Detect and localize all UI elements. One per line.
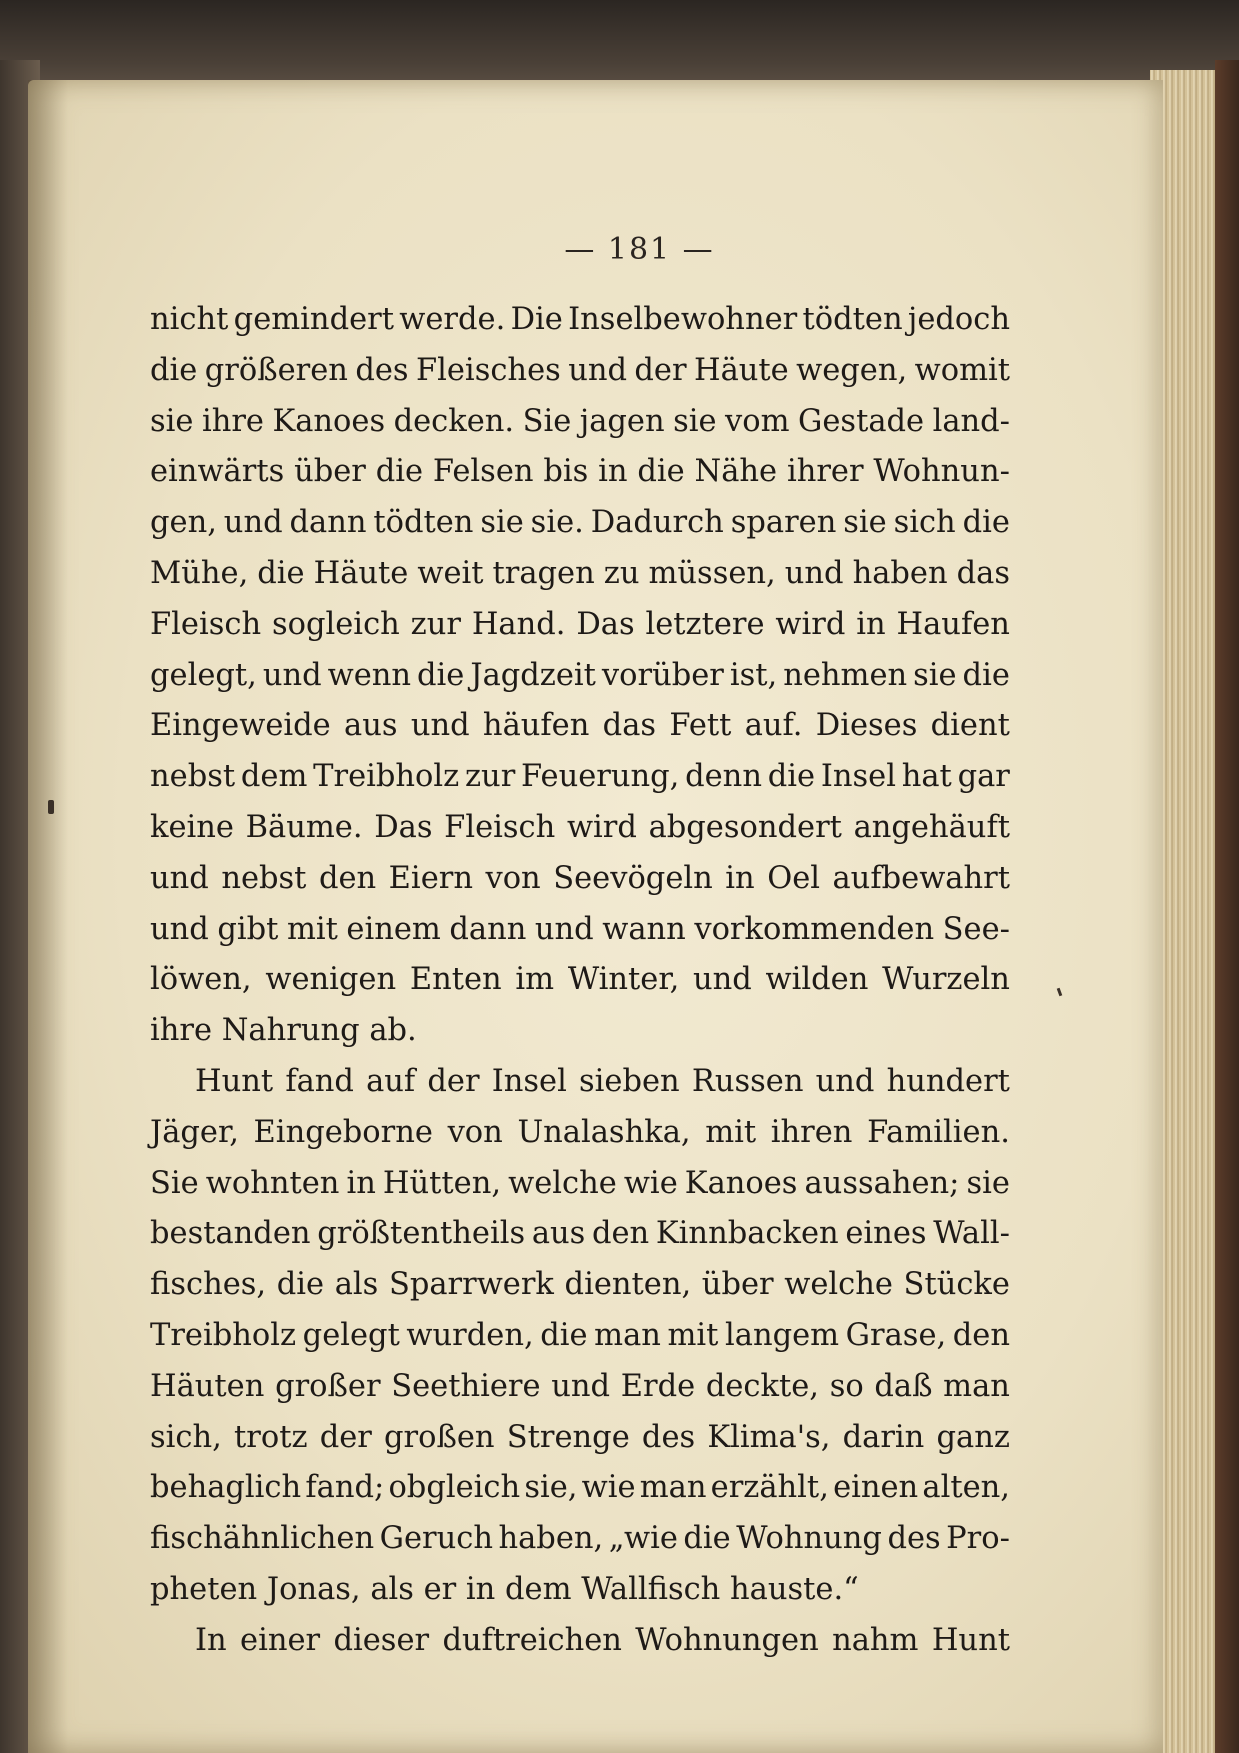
word: über [294,454,366,490]
word: trotz [234,1419,308,1455]
word: denn [685,759,762,795]
word: sie, [524,1470,578,1506]
word: langem [725,1317,840,1353]
word: dienten, [564,1267,692,1303]
word: dann [289,505,367,541]
word: von [447,1114,503,1150]
word: Treibholz [150,1317,297,1353]
word: werde. [399,302,506,337]
word: sie [913,657,957,693]
word: Winter, [567,962,680,998]
word: fischähnlichen [150,1521,375,1557]
text-line [150,803,1010,854]
word: wird [566,809,637,845]
word: Pro- [946,1521,1010,1557]
word: im [515,962,555,998]
word: sich [893,505,956,541]
word: mit [286,911,338,947]
word: und [150,911,209,947]
body-text [150,295,1010,1667]
word: Bäume. [245,809,363,845]
text-line [150,447,1010,498]
word: Eiern [388,860,473,896]
word: Felsen [432,454,534,490]
word: hundert [886,1063,1010,1099]
word: Insel [491,1063,567,1099]
word: sie [673,403,717,439]
word: weit [417,555,484,591]
word: sie [843,505,887,541]
word: vom [725,403,790,439]
word: Sparrwerk [388,1267,554,1303]
word: Eingeborne [253,1114,433,1150]
word: löwen, [150,962,252,998]
text-line [150,600,1010,651]
word: Seethiere [391,1368,541,1404]
word: Inselbewohner [568,302,798,337]
word: Seevögeln [553,860,713,896]
word: einen [833,1470,919,1506]
word: Haufen [896,606,1010,642]
word: Wohnun- [873,454,1010,490]
word: müssen, [648,555,776,591]
book-cover-top [0,0,1239,90]
text-line [150,1514,1010,1565]
text-line [150,397,1010,448]
word: das [602,708,657,744]
word: in [725,860,755,896]
text-line [150,1260,1010,1311]
word: des [887,1521,941,1557]
word: wann [602,911,686,947]
word: welche [784,1267,893,1303]
word: den [591,1216,650,1252]
word: den [318,860,377,896]
word: Fleisches [415,352,561,388]
word: Die [510,302,563,337]
word: und [223,505,283,541]
word: dient [930,708,1010,744]
word: In [195,1622,227,1658]
word: wenigen [265,962,397,998]
word: Nähe [694,454,778,490]
word: ganz [936,1419,1010,1455]
word: gibt [217,911,279,947]
text-line [150,346,1010,397]
word: Das [576,606,635,642]
word: darin [842,1419,925,1455]
word: Eingeweide [150,708,331,744]
word: tödten [373,505,474,541]
text-line [150,549,1010,600]
word: Häuten [150,1368,265,1404]
word: behaglich [150,1470,302,1506]
word: größeren [204,352,348,388]
word: sie [150,403,194,439]
word: des [641,1419,696,1455]
word: sparen [730,505,837,541]
word: wenn [327,657,412,693]
word: sie. [530,505,584,541]
word: dieser [333,1622,430,1658]
word: obgleich [388,1470,521,1506]
word: als [334,1267,379,1303]
word: See- [942,911,1010,947]
word: Fett [669,708,732,744]
word: angehäuft [853,809,1010,845]
word: Das [374,809,433,845]
word: nicht [150,302,229,337]
text-line: ihre Nahrung ab. [150,1013,417,1049]
word: über [701,1267,774,1303]
word: auf [366,1063,416,1099]
word: Wall- [933,1216,1010,1252]
word: Kanoes [684,1165,798,1201]
word: nebst [150,759,236,795]
word: und [815,1063,875,1099]
word: tragen [492,555,595,591]
word: eines [845,1216,927,1252]
word: „wie [608,1521,678,1557]
word: sie [966,1165,1010,1201]
word: Jäger, [150,1114,239,1150]
word: und [551,1368,611,1404]
word: Treibholz [313,759,460,795]
word: letztere [645,606,765,642]
word: Jagdzeit [470,657,596,693]
text-line [150,955,1010,1006]
word: Sie [150,1165,199,1201]
word: Grase, [845,1317,947,1353]
word: gelegt, [150,657,257,693]
word: zur [464,759,516,795]
word: sieben [579,1063,680,1099]
word: die [962,657,1010,693]
text-line [150,701,1010,752]
word: Sie [522,403,572,439]
word: vorüber [601,657,724,693]
word: sie [480,505,524,541]
word: Unalashka, [517,1114,691,1150]
word: die [962,505,1010,541]
word: mit [667,1317,719,1353]
word: Oel [767,860,820,896]
word: gen, [150,505,217,541]
word: land- [932,403,1010,439]
word: aus [344,708,398,744]
word: wurden, [406,1317,534,1353]
text-line [150,1057,1010,1108]
word: die [683,1521,731,1557]
word: einem [346,911,441,947]
word: gar [957,759,1010,795]
word: keine [150,809,234,845]
word: und [534,911,594,947]
word: ihre [201,403,264,439]
word: fand; [305,1470,385,1506]
word: Geruch [379,1521,493,1557]
word: jagen [579,403,665,439]
text-line [150,1616,1010,1667]
word: und [568,352,627,388]
word: nahm [832,1622,919,1658]
text-line [150,854,1010,905]
word: aufbewahrt [832,860,1010,896]
word: Kinnbacken [655,1216,839,1252]
word: Gestade [798,403,925,439]
word: gemindert [233,302,394,337]
word: Häute [693,352,789,388]
word: zu [603,555,640,591]
word: des [355,352,409,388]
word: man [639,1470,707,1506]
word: großen [384,1419,495,1455]
text-line [150,651,1010,702]
page-number: — 181 — [564,232,715,267]
word: Häute [313,555,409,591]
word: vorkommenden [694,911,935,947]
word: in [856,606,886,642]
text-line [150,752,1010,803]
word: Fleisch [444,809,556,845]
word: wohnten [205,1165,340,1201]
word: die [375,454,424,490]
word: nebst [221,860,307,896]
word: Dieses [815,708,918,744]
word: dem [240,759,308,795]
word: und [784,555,844,591]
text-line [150,1209,1010,1260]
word: die [150,352,198,388]
word: Strenge [506,1419,630,1455]
word: duftreichen [442,1622,622,1658]
word: Hunt [195,1063,274,1099]
word: erzählt, [710,1470,829,1506]
word: so [829,1368,864,1404]
word: die [257,555,305,591]
text-line [150,1311,1010,1362]
text-line [150,1362,1010,1413]
word: und [150,860,209,896]
word: gelegt [302,1317,400,1353]
word: dann [449,911,527,947]
word: wie [623,1165,678,1201]
word: hat [901,759,952,795]
word: ihren [770,1114,853,1150]
word: Wohnung [736,1521,882,1557]
text-line [150,1108,1010,1159]
word: einwärts [150,454,285,490]
book-cover-right [1215,60,1239,1753]
word: der [427,1063,480,1099]
text-line: pheten Jonas, als er in dem Wallfisch hauste.“ [150,1571,859,1607]
word: Klima's, [707,1419,831,1455]
text-line [150,905,1010,956]
word: wird [775,606,846,642]
word: Dadurch [590,505,724,541]
word: auf. [744,708,803,744]
word: bestanden [150,1216,311,1252]
word: die [417,657,465,693]
word: Feuerung, [521,759,680,795]
word: und [410,708,470,744]
word: Russen [691,1063,804,1099]
word: fand [285,1063,354,1099]
word: wegen, [796,352,908,388]
word: mit [705,1114,757,1150]
word: zur [410,606,461,642]
word: Insel [820,759,896,795]
word: ihrer [786,454,864,490]
word: und [262,657,322,693]
word: aus [531,1216,586,1252]
word: Fleisch [150,606,262,642]
word: sogleich [271,606,400,642]
word: der [634,352,687,388]
text-line [150,1413,1010,1464]
word: daß [874,1368,933,1404]
word: die [276,1267,325,1303]
word: häufen [482,708,590,744]
word: Familien. [867,1114,1010,1150]
word: ist, [729,657,778,693]
word: deckte, [705,1368,819,1404]
text-line [150,295,1010,346]
word: die [540,1317,588,1353]
word: bis [543,454,589,490]
word: den [952,1317,1010,1353]
word: Wurzeln [882,962,1010,998]
word: nehmen [783,657,908,693]
word: jedoch [907,302,1010,337]
word: Stücke [903,1267,1010,1303]
word: und [693,962,752,998]
word: alten, [922,1470,1010,1506]
word: man [943,1368,1010,1404]
word: die [767,759,816,795]
word: das [956,555,1010,591]
word: in [598,454,628,490]
word: womit [914,352,1010,388]
word: wie [581,1470,636,1506]
word: welche [508,1165,617,1201]
text-line [150,1159,1010,1210]
word: größtentheils [317,1216,526,1252]
word: Wohnungen [635,1622,819,1658]
word: wilden [765,962,869,998]
page-gutter-shadow [28,80,68,1753]
word: abgesondert [648,809,842,845]
word: man [594,1317,661,1353]
word: fisches, [150,1267,267,1303]
word: Erde [620,1368,696,1404]
margin-mark [48,800,54,814]
word: von [485,860,541,896]
text-line [150,498,1010,549]
word: decken. [393,403,515,439]
word: großer [275,1368,381,1404]
word: Hunt [931,1622,1010,1658]
word: die [637,454,685,490]
word: einer [240,1622,321,1658]
word: in [346,1165,376,1201]
word: Hütten, [382,1165,502,1201]
word: der [319,1419,372,1455]
word: haben [852,555,948,591]
word: tödten [802,302,903,337]
text-line [150,1463,1010,1514]
word: haben, [498,1521,604,1557]
word: Mühe, [150,555,249,591]
word: Enten [409,962,502,998]
word: aussahen; [804,1165,960,1201]
word: Hand. [471,606,566,642]
word: Kanoes [272,403,386,439]
word: sich, [150,1419,222,1455]
